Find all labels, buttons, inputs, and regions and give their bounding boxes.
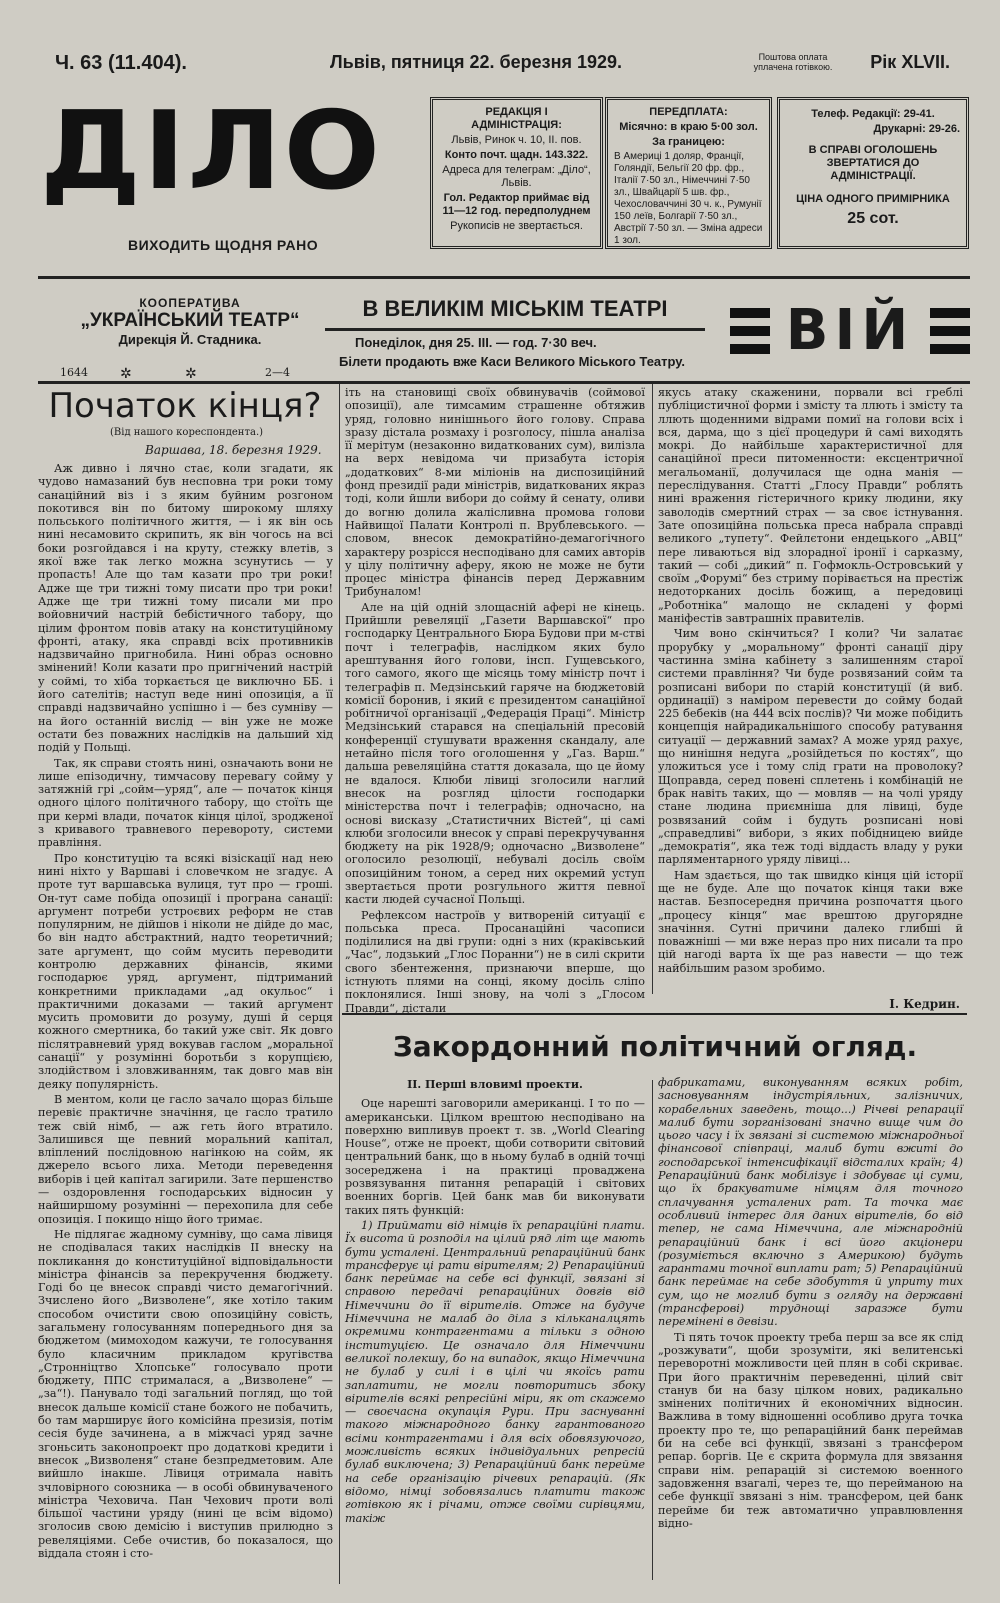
header-rule [38, 276, 970, 279]
subscription-box [605, 97, 772, 249]
phone-editorial: Телеф. Редакції: 29-41. [811, 108, 935, 120]
paragraph: Чим воно скінчиться? І коли? Чи залатає прорубку у „моральному“ фронті санації діру частинна зміна кабінету з залишенням старої системи правління? Чи буде розвязаний сойм та розписані вибори по старій конституції (й виб. ординації) з наміром перевести до сойму бодай 225 бебеків (на 444 всіх послів)? Чи може побідить концепція найрадикальнішого способу ратування ситуації — державний замах? А може уряд рахує, що нинішня недуга „розійдеться по костях“, що уложиться усе і тому слід грати на проволоку? Щоправда, серед повені сплетень і комбінацій не брак навіть таких, що — мовляв — на чолі уряду стане людина приємніша для лівиці, буде розвязаний сойм і будуть розписані нові „справедливі“ вибори, з яких побідницею вийде „демократія“, яка теж тоді віддасть владу у руки парляментарного уряду лівиці... [658, 627, 963, 867]
article1-column-3 [658, 386, 963, 976]
article2-column-2 [658, 1076, 963, 1576]
paragraph: Рефлексом настроїв у витвореній ситуації є польська преса. Просанаційні часописи поділилися на дві групи: одні з них (краківський „Час“, лодзький „Глос Поранни“) не в силі скрити свого збентеження, признаючи вперше, що істнують плями на сонці, якому досіль сліпо поклонялися. Інші знову, на чолі з „Глосом Правди“, дістали [345, 908, 645, 1015]
paragraph: іть на становищі своїх обвинувачів (соймової опозиції), але тимсамим страшенне обтяжив уряд, головно нинішнього його голову. Справа зразу дістала розмаху і розголосу, пішла аналіза її мерітум (незаконно видаткованих сум), вилізла на верх невідома чи призабута історія „додаткових“ 8-ми міліонів на диспозиційний фонд президії ради міністрів, видаткованих якраз тоді, коли йшли вибори до сойму й сенату, оливи до вогню долила жалісливна промова голови Найвищої Палати Контролі п. Врублевського. — словом, внесок демократійно-демагогічного характеру розрісся несподівано для самих авторів у цілу політичну аферу, якою не може не бути процес міністра фінансів перед Державним Трибуналом! [345, 386, 646, 599]
paragraph: Аж дивно і лячно стає, коли згадати, як чудово намазаний був несповна три роки тому санаційний віз і з яким буйним розгоном покотився він по битому широкому шляху польського політичного життя, — і як він ось нині несамовито скрипить, як він чогось на всі боки розгойдався і на круту, стежку влетів, з якої вже так легко можна зсунутись — у пропасть! Але що там казати про три роки! Адже ще три тижні тому писати про три роки! Адже ще три тижні тому писали ми про войовничий настрій бебістичного табору, що цілим фронтом повів атаку на конституційному фронті, атаку, яка справді всіх противників надзвичайно пригнобила. Нині образ основно змінений! Коли казати про пригнічений настрій у соймі, то хіба торкається це виключно ББ. і його сателітів; наступ веде нині опозиція, а її справді надзвичайно успішно і — без сумніву — на його останній вислід — він уже не може остати без поважних наслідків на дальший хід подій у Польщі. [38, 462, 333, 755]
editorial-telegram: Адреса для телеграм: „Діло“, Львів. [442, 164, 591, 189]
ads-notice: В СПРАВІ ОГОЛОШЕНЬ ЗВЕРТАТИСЯ ДО АДМІНІСТРАЦІЇ. [808, 144, 938, 182]
editorial-address: Львів, Ринок ч. 10, II. пов. [451, 134, 582, 146]
theatre-rule [38, 381, 970, 384]
column-rule [652, 384, 653, 994]
paragraph: В ментом, коли це гасло зачало щораз більше перевіє практичне значіння, це гасло тратило теж свій німб, — аж геть його втратило. Залишився ще певний моральний капітал, вліплений послідовною нагінкою на сойм, як джерело всього лиха. Методи переведення виборів і цей капітал загирили. Зате першенство — оздоровлення господарських відносин у найширшому розумінні — перехопила для себе опозиція. І покищо ніщо його тримає. [38, 1092, 333, 1226]
subscription-monthly: Місячно: в краю 5·00 зол. [619, 121, 758, 133]
coop-name: „УКРАЇНСЬКИЙ ТЕАТР“ [80, 310, 300, 331]
column-rule [652, 1080, 653, 1580]
article1-column-2 [345, 386, 646, 1015]
article2-section: II. Перші вловимі проекти. [407, 1078, 583, 1091]
paragraph: Не підлягає жадному сумніву, що сама лівиця не сподівалася таких наслідків II внеску на покликання до конституційної відповідальности міністра фінансів за перекручення бюджету. Годі бо це внесок справді чисто демагогічний. Зчислено його „Визволене“, яке хотіло таким способом очистити свою опозиційну совість, загальмену голосуванням попереднього дня за бюджетом (мимоходом кажучи, те голосування було класичним прикладом кругівства „Стронніцтво Хлопське“ голосувало проти бюджету, ППС стрималася, а „Визволене“ — „за“!). Панувало тоді загальний погляд, що той внесок дальше комісії стане божого не побачить, бо там марширує його комісійна презизія, потім сесія буде зачинена, а в міжчасі уряд зачне згоньсить законопроект про додаткові кредити і внесок „Визволеня“ стане безпредметовим. Але вийшло інакше. Лівиця отримала навіть зчловірного союзника — в особі обвинуваченого міністра Чеховича. Пан Чехович проти волі більшої частини уряду (нині це всім відомо) зголосив свою демісію і виступив прилюдно з ревеляціями. Себе очистив, бо показалося, що віддала стоян і сто- [38, 1227, 333, 1561]
article1-column-1 [38, 462, 333, 1562]
editorial-box [430, 97, 603, 249]
article1-signature: І. Кедрин. [889, 997, 960, 1011]
price-value: 25 сот. [847, 210, 899, 227]
paragraph: Про конституцію та всякі візіскації над нею нині ніхто у Варшаві і словечком не згадує. А проте тут варшавська вулиця, тут про — гроші. Он-тут саме побіда опозиції і програна санації: аргумент потреби устроєвих реформ не став популярним, не дійшов і ніколи не дійде до мас, бо він надто абстрактний, надто теоретичний; зате аргумент, що сойм мусить переводити контролю державних фінансів, якими господарює уряд, аргумент, підтриманий конкретними прикладами „ад окульос“ і практичними доказами — такий аргумент мусить промовити до розуму, душі й серця кожного смертника, бо такий уже світ. Як довго післятравневий уряд вокував гаслом „моральної санації“ у розумінні боротьби з корупцією, злодійством і зловживанням, так довго мав він деяку популярність. [38, 851, 333, 1091]
coop-label: КООПЕРАТИВА [139, 296, 241, 310]
contact-box [777, 97, 969, 249]
mark-right: 2—4 [265, 366, 290, 379]
paragraph: 1) Приймати від німців їх репараційні плати. Їх висота й розподіл на цілий ряд літ ще мають бути усталені. Центральний репараційний банк трансферує ці рати вірителям; 2) Репараційний банк переймає на себе всі функції, звязані зі справою передачі репараційних довгів від Німеччини до її вірителів. Отже на будуче Німеччина не малаб до діла з кільканалцять окремими контрагентами а тільки з одною інституцією. Це означало для Німеччини великої полекшу, бо на випадок, якщо Німеччина не булаб у силі і в цілі чи якоїсь рати заплатити, не могли повторитись збоку вірителів всякі репресійні міри, як от скажемо — своєчасна окупація Рури. При заснуванні такого міжнародного банку гарантованого всіми контрагентами і для всіх обовязуючого, можливість всяких індивідуальних репресій булаб виключена; 3) Репараційний банк перейме на себе організацію річевих репарацій. (Як відомо, німці зобовязались платити також готівкою як і річами, отже своїми сирівцями, такіж [345, 1218, 645, 1525]
theatre-date: Понеділок, дня 25. III. — год. 7·30 веч. [355, 335, 597, 350]
article1-title: Початок кінця? [48, 386, 322, 426]
top-line [55, 48, 950, 78]
subscription-heading: ПЕРЕДПЛАТА: [649, 106, 728, 118]
column-rule [339, 384, 340, 1584]
paragraph: Оце нарешті заговорили американці. І то по — американськи. Цілком врештою несподівано на поверхню випливув проект т. зв. „World Clearing House“, отже не проект, щоби сотворити світовий центральний банк, що в ньому булаб в одній точці зосереджена і на практиці проваджена розвязування питання репарацій і світових военних боргів. Цей банк мав би виконувати таких пять функцій: [345, 1097, 645, 1217]
paragraph: Ті пять точок проекту треба перш за все як слід „розжувати“, щоби зрозуміти, які велитенські переворотні можливости цей плян в собі скриває. При його практичнім переведенні, цілий світ станув би на базу цілком нових, радикально змінених політичних й економічних відносин. Важлива в тому відношенні особливо друга точка проекту про те, що репараційний банк переймав би на себе всі функції, звязані з трансфером репар. боргів. Це є скрита формула для звязання справи нім. репарацій зі системою военного задовження взагалі, через те, що перейманою на себе функції звязані з нім. трансфером, цей банк перейме би теж автоматично управлювлення відно- [658, 1330, 963, 1530]
masthead-title: ДІЛО [40, 89, 383, 214]
year-label: Рік XLVII. [870, 52, 950, 72]
phone-printing: Друкарні: 29-26. [873, 123, 960, 135]
theatre-tickets: Білети продають вже Каси Великого Міського Театру. [339, 354, 685, 369]
masthead-subtitle: ВИХОДИТЬ ЩОДНЯ РАНО [128, 237, 319, 253]
place-date: Львів, пятниця 22. березня 1929. [330, 52, 623, 72]
star-icon: ✲ [185, 366, 197, 382]
coop-director: Дирекція Й. Стадника. [118, 332, 262, 347]
postage-note: Поштова оплата уплачена готівкою. [753, 52, 833, 72]
paragraph: Так, як справи стоять нині, означають вони не лише епізодичну, тимчасову перевагу сойму у затяжній грі „сойм—уряд“, але — початок кінця одного цілого політичного табору, що стоїть ще при кермі влади, початок кінця цілої, зродженої з кривавого травневого перевороту, системи правління. [38, 756, 333, 850]
paragraph: Але на цій одній злощасній афері не кінець. Прийшли ревеляції „Газети Варшавскої“ про господарку Центрального Бюра Будови при м-стві почт і телеграфів, наслідком яких було арештування його голови, інсп. Гущевського, того самого, якого ще місяць тому міністр почт і телеграфів п. Медзінський гаряче на бюджетовій комісії боронив, і який є президентом санаційної робітничої організації „Федерація Праці“. Міністр Медзінський старався на спеціальній пресовій конференції стушувати враження скандалу, але нетайно після того оголошення у „Газ. Варш.“ дальша ревеляційна стаття доказала, що це йому не вдалося. Клюби лівиці зголосили наглий внесок на розгляд цілости господарки міністерства почт і телеграфів; одночасно, на основі висказу „Статистичних Вістей“, ці самі клюби зголосили внесок у справі перекручування бюджету на рік 1928/9; одночасно „Визволене“ оголосило резолюції, небувалі досіль своїм опозиційним тоном, а серед них окремий уступ звертається проти розгульного життя певної касти людей сучасної Польщі. [345, 600, 645, 907]
paragraph: фабрикатами, виконуванням всяких робіт, засновуванням індустріяльних, залізничих, корабельних заведень, тощо...) Річеві репарації малиб бути зорганізовані значно вище чим до цього часу і їх звязані зі системою міжнародньої фінансової співпраці, малиб бути вжиті до господарської інтенсифікації відсталих країн; 4) Репараційний банк мобілізує і здобуває ці суми, що їх бракуватиме німцям для точного сплачування усталених рат. Та точка має особливий інтерес для даних вірителів, бо від тепер, не сама Німеччина, але міжнародній репараційний банк і всі його акціонери (розуміється включно з Америкою) будуть гарантами точної виплати рат; 5) Репараційний банк переймає на себе здобуття й уприту тих сум, що не моглиб бути з огляду на державні (трансферові) труднощі заразже бути перемінені в девізи. [658, 1076, 963, 1329]
theatre-coop [60, 296, 320, 347]
editorial-hours: Гол. Редактор приймає від 11—12 год. передполуднем [442, 192, 591, 217]
star-icon: ✲ [120, 366, 132, 382]
editorial-account: Конто почт. щадн. 143.322. [444, 149, 589, 161]
section-rule [342, 1013, 967, 1015]
article2-column-1 [345, 1076, 645, 1576]
theatre-announcement [325, 296, 705, 369]
play-title: ВІЙ [730, 296, 970, 366]
article2-title: Закордонний політичний огляд. [392, 1030, 918, 1063]
editorial-manuscripts: Рукописів не звертається. [450, 220, 583, 232]
theatre-heading: В ВЕЛИКІМ МІСЬКІМ ТЕАТРІ [325, 296, 705, 331]
editorial-heading: РЕДАКЦІЯ І АДМІНІСТРАЦІЯ: [471, 106, 562, 131]
mark-left: 1644 [60, 366, 88, 379]
article1-dateline: Варшава, 18. березня 1929. [145, 443, 322, 457]
price-label: ЦІНА ОДНОГО ПРИМІРНИКА [796, 193, 950, 205]
subscription-details: В Америці 1 доляр, Франції, Голяндії, Бельгії 20 фр. фр., Італії 7·50 зл., Німеччині 7·50 зл., Швайцарії 5 шв. фр., Чехословаччині 30 ч. к., Румунії 150 леїв, Болгарії 7·50 зл., Австрії 7·50 зл. — Зміна адреси 1 зол. [614, 151, 763, 246]
paragraph: Нам здається, що так швидко кінця цій історії ще не буде. Але що початок кінця таки вже настав. Безпосередня причина розпочаття цього „процесу кінця“ має врештою другорядне значіння. Сутні причини далеко глибші й поважніші — ми вже нераз про них писали та про цій нагоді варта їх ще раз навести — що теж найбільшим разом зробимо. [658, 868, 963, 975]
subscription-abroad: За границею: [652, 136, 725, 148]
paragraph: якусь атаку скаженини, порвали всі греблі публіцистичної форми і змісту та ллють і змісту та ллють щоденними відрами помиї на голови всіх і вся, дарма, що з цієї процедури й самі виходять мокрі. До найбільше характеристичної для санаційної преси питоменности: ексцентричної мегальоманії, долучилася ще одна манія — переслідування. Статті „Глосу Правди“ роблять нині враження гістеричного крику людини, яку заволодів смертний страх — за своє істнування. Зате опозиційна польська преса набрала справді великого „тупету“. Фейлєтони ендецького „АВЦ“ пере ливаються від злорадної іронії і сарказму, такий — собі „дикий“ п. Гофмокль-Островський у своїм „Форумі“ без стриму порівається на престіж недоторканих досіль божищ, а передовиці „Роботніка“ малощо не складені у формі маніфестів завтрашніх правителів. [658, 386, 963, 626]
article1-byline: (Від нашого кореспондента.) [110, 427, 264, 438]
issue-number: Ч. 63 (11.404). [55, 52, 187, 74]
